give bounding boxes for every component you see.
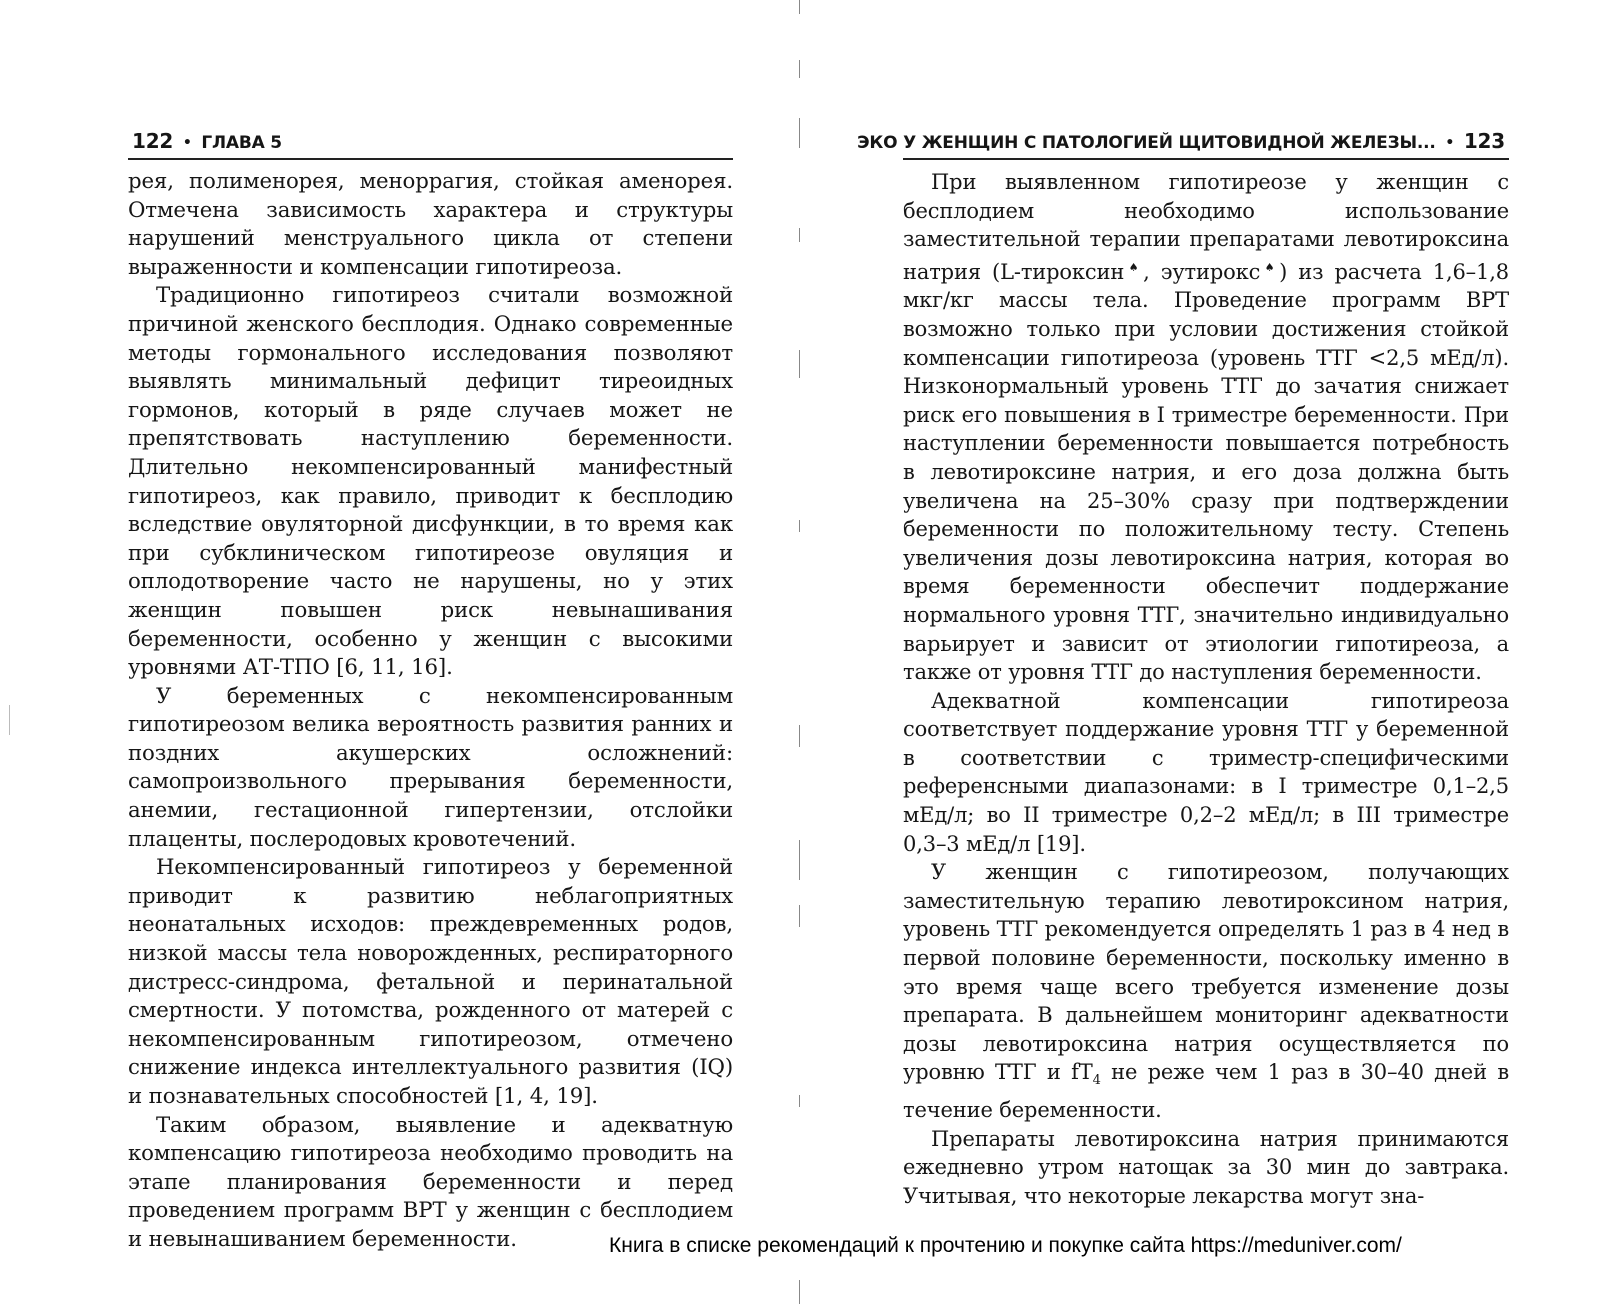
registered-mark: ♠: [1124, 260, 1144, 274]
right-page: [857, 128, 1509, 1211]
subscript: 4: [1092, 1073, 1101, 1089]
text-run: , эутирокс: [1143, 259, 1261, 284]
left-page-number: 122: [132, 129, 174, 153]
right-header-bullet: •: [1445, 135, 1455, 151]
paragraph: Препараты левотироксина натрия принимаются ежедневно утром натощак за 30 мин до завтрака. Учитывая, что некоторые лекарства могут зна-: [903, 1126, 1509, 1208]
watermark-link-text: Книга в списке рекомендаций к прочтению и покупке сайта https://meduniver.com/: [609, 1234, 1402, 1257]
paragraph: Традиционно гипотиреоз считали возможной причиной женского бесплодия. Однако современные методы гормонального исследования позволяют выявлять минимальный дефицит тиреоидных гормонов, который в ряде случаев может не препятствовать наступлению беременности. Длительно некомпенсированный манифестный гипотиреоз, как правило, приводит к бесплодию вследствие овуляторной дисфункции, в то время как при субклиническом гипотиреозе овуляция и оплодотворение часто не нарушены, но у этих женщин повышен риск невынашивания беременности, особенно у женщин с высокими уровнями АТ-ТПО [6, 11, 16].: [128, 283, 733, 681]
left-header-bullet: •: [182, 135, 192, 151]
right-running-header: [857, 128, 1509, 160]
left-page: [128, 128, 733, 1255]
text-run: ) из расчета 1,6–1,8 мкг/кг массы тела. Проведение программ ВРТ возможно только при условии достижения стойкой компенсации гипотиреоза (уровень ТТГ <2,5 мЕд/л). Низконормальный уровень ТТГ до зачатия снижает риск его повышения в I триместре беременности. При наступлении беременности повышается потребность в левотироксине натрия, и его доза должна быть увеличена на 25–30% сразу при подтверждении беременности по положительному тесту. Степень увеличения дозы левотироксина натрия, которая во время беременности обеспечит поддержание нормального уровня ТТГ, значительно индивидуально варьирует и зависит от этиологии гипотиреоза, а также от уровня ТТГ до наступления беременности.: [903, 259, 1509, 685]
left-running-header: [128, 128, 733, 160]
left-body-text: [128, 168, 733, 1255]
text-run: При выявленном гипотиреозе у женщин с бесплодием необходимо использование заместительной терапии препаратами левотироксина натрия (L-тироксин: [903, 170, 1509, 284]
right-running-head: ЭКО У ЖЕНЩИН С ПАТОЛОГИЕЙ ЩИТОВИДНОЙ ЖЕЛЕЗЫ...: [857, 133, 1436, 153]
scan-edge-mark: [9, 705, 10, 735]
book-gutter: [798, 0, 802, 1315]
right-header-text: [857, 129, 1505, 153]
right-body-text: [903, 168, 1509, 1211]
text-run: не реже чем 1 раз в 30–40 дней в течение беременности.: [903, 1060, 1509, 1123]
paragraph: [903, 858, 1509, 1125]
paragraph: [903, 168, 1509, 687]
text-run: У женщин с гипотиреозом, получающих заместительную терапию левотироксином натрия, уровень ТТГ рекомендуется определять 1 раз в 4 нед в первой половине беременности, поскольку именно в это время чаще всего требуется изменение дозы препарата. В дальнейшем мониторинг адекватности дозы левотироксина натрия осуществляется по уровню ТТГ и fT: [903, 860, 1509, 1085]
left-running-head: ГЛАВА 5: [201, 133, 282, 153]
paragraph: рея, полименорея, меноррагия, стойкая аменорея. Отмечена зависимость характера и структуры нарушений менструального цикла от степени выраженности и компенсации гипотиреоза.: [128, 169, 733, 280]
paragraph: Адекватной компенсации гипотиреоза соответствует поддержание уровня ТТГ у беременной в соответствии с триместр-специфическими референсными диапазонами: в I триместре 0,1–2,5 мЕд/л; во II триместре 0,2–2 мЕд/л; в III триместре 0,3–3 мЕд/л [19].: [903, 688, 1509, 856]
right-page-number: 123: [1463, 129, 1505, 153]
paragraph: Некомпенсированный гипотиреоз у беременной приводит к развитию неблагоприятных неонатальных исходов: преждевременных родов, низкой массы тела новорожденных, респираторного дистресс-синдрома, фетальной и перинатальной смертности. У потомства, рожденного от матерей с некомпенсированным гипотиреозом, отмечено снижение индекса интеллектуального развития (IQ) и познавательных способностей [1, 4, 19].: [128, 855, 733, 1109]
paragraph: У беременных с некомпенсированным гипотиреозом велика вероятность развития ранних и поздних акушерских осложнений: самопроизвольного прерывания беременности, анемии, гестационной гипертензии, отслойки плаценты, послеродовых кровотечений.: [128, 683, 733, 852]
left-header-text: [132, 129, 282, 153]
paragraph: Таким образом, выявление и адекватную компенсацию гипотиреоза необходимо проводить на этапе планирования беременности и перед проведением программ ВРТ у женщин с бесплодием и невынашиванием беременности.: [128, 1112, 733, 1252]
registered-mark: ♠: [1260, 260, 1280, 274]
